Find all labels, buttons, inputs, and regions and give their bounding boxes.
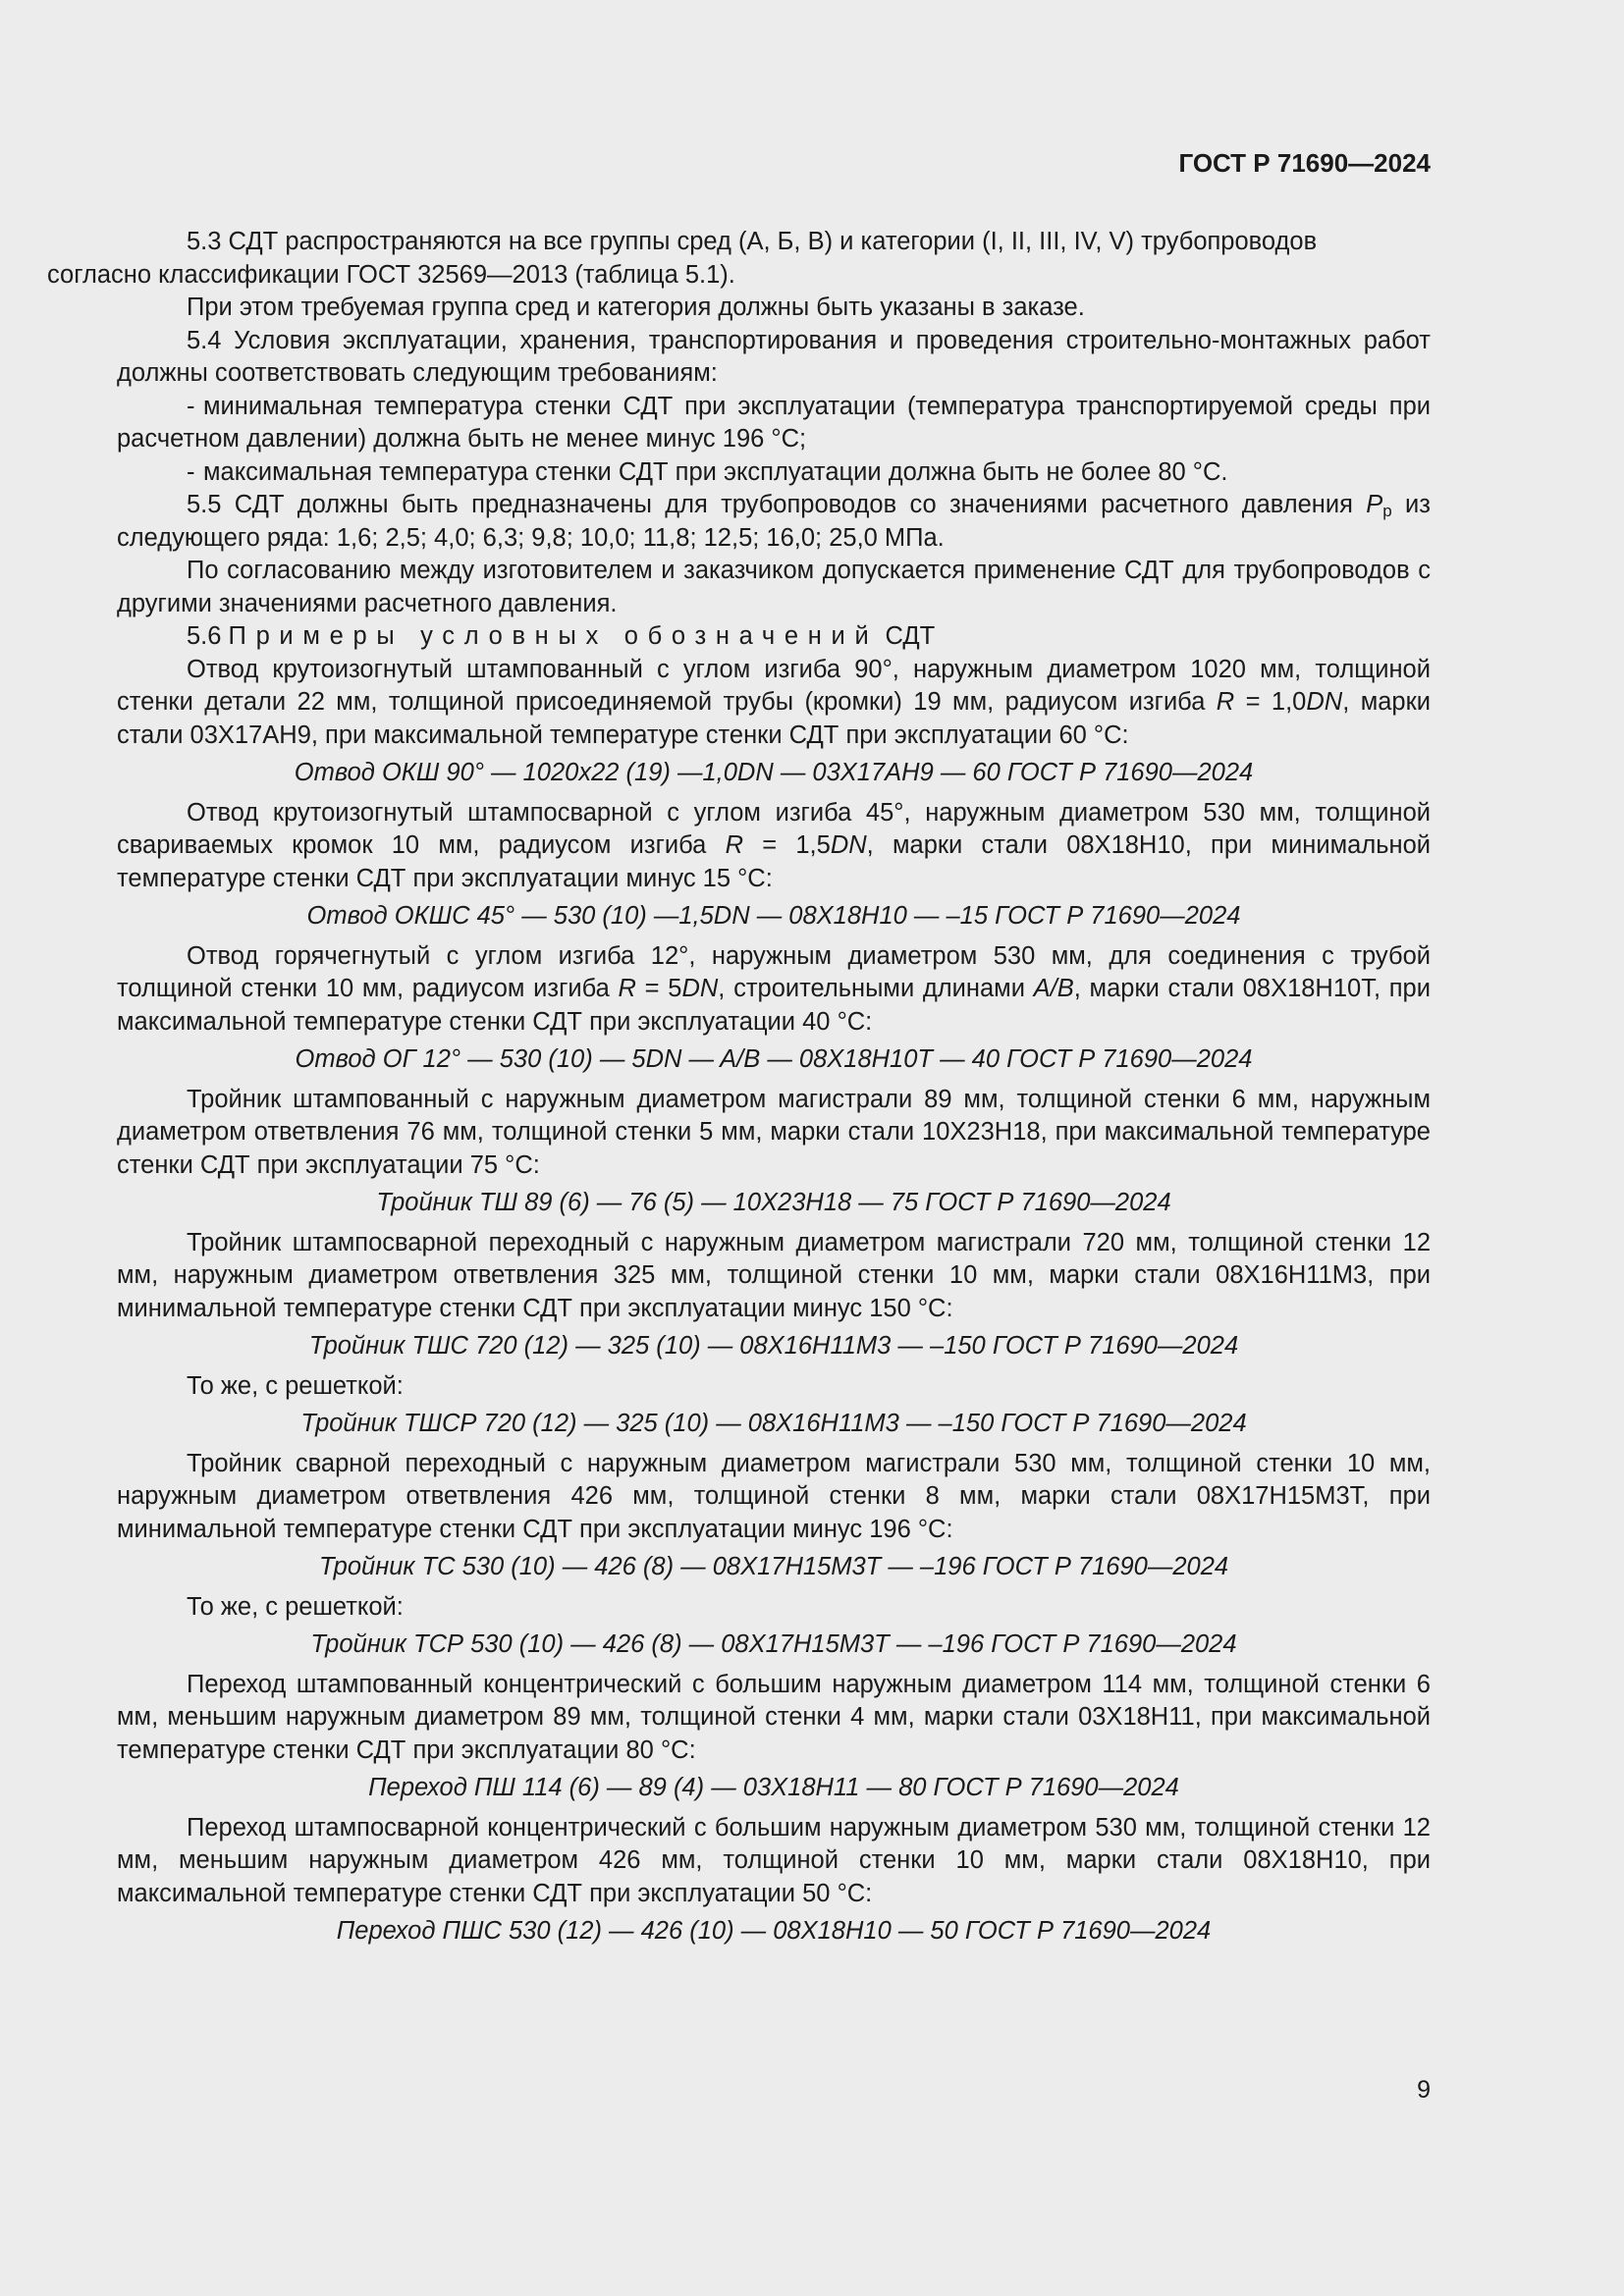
italic-dn: DN xyxy=(1306,688,1343,716)
clause-5-3-line2: согласно классификации ГОСТ 32569—2013 (таблица 5.1). xyxy=(47,260,735,289)
clause-5-3 xyxy=(47,226,1431,292)
text-run: , марки стали 08Х18Н10, при минимальной температуре стенки СДТ при эксплуатации минус 15 °С: xyxy=(117,831,1431,892)
bullet-item xyxy=(117,456,1431,490)
page-number: 9 xyxy=(1417,2076,1431,2104)
italic-r: R xyxy=(1216,688,1235,716)
text-run: , марки стали 08Х18Н10Т, при максимальной температуре стенки СДТ при эксплуатации 40 °С: xyxy=(117,975,1431,1036)
symbol-p: P xyxy=(1366,491,1383,518)
bullet-text: минимальная температура стенки СДТ при эксплуатации (температура транспортируемой среды при расчетном давлении) должна быть не менее минус 196 °С; xyxy=(117,392,1431,453)
example-paragraph: Переход штампосварной концентрический с большим наружным диаметром 530 мм, толщиной стенки 12 мм, меньшим наружным диаметром 426 мм, толщиной стенки 10 мм, марки стали 08Х18Н10, при максимальной температуре стенки СДТ при эксплуатации 50 °С: xyxy=(117,1813,1431,1907)
clause-5-5 xyxy=(117,489,1431,555)
heading-tail: СДТ xyxy=(885,622,936,650)
italic-ab: A/B xyxy=(1033,975,1074,1002)
designation-formula: Отвод ОГ 12° — 530 (10) — 5DN — A/B — 08Х18Н10Т — 40 ГОСТ Р 71690—2024 xyxy=(295,1045,1253,1073)
text-run: = 1,5 xyxy=(742,831,831,859)
text-run: Отвод крутоизогнутый штампованный с углом изгиба 90°, наружным диаметром 1020 мм, толщиной стенки детали 22 мм, толщиной присоединяемой трубы (кромки) 19 мм, радиусом изгиба xyxy=(117,655,1431,716)
italic-r: R xyxy=(725,831,743,859)
bullet-item xyxy=(117,391,1431,456)
bullet-dash: - xyxy=(187,457,195,486)
text-run: Отвод крутоизогнутый штампосварной с углом изгиба 45°, наружным диаметром 530 мм, толщиной свариваемых кромок 10 мм, радиусом изгиба xyxy=(117,798,1431,859)
designation-formula: Отвод ОКШС 45° — 530 (10) —1,5DN — 08Х18Н10 — –15 ГОСТ Р 71690—2024 xyxy=(306,902,1241,930)
same-with-grid: То же, с решеткой: xyxy=(187,1592,404,1621)
italic-r: R xyxy=(618,975,636,1002)
text-run: , марки стали 03Х17АН9, при максимальной температуре стенки СДТ при эксплуатации 60 °С: xyxy=(117,688,1432,749)
text-run: из следующего ряда: 1,6; 2,5; 4,0; 6,3; 9,8; 10,0; 11,8; 12,5; 16,0; 25,0 МПа. xyxy=(117,491,1431,552)
document-header: ГОСТ Р 71690—2024 xyxy=(1178,148,1431,178)
text-run: = 1,0 xyxy=(1234,688,1307,716)
example-paragraph: Тройник штампосварной переходный с наружным диаметром магистрали 720 мм, толщиной стенки 12 мм, наружным диаметром ответвления 325 мм, толщиной стенки 10 мм, марки стали 08Х16Н11М3, при минимальной температуре стенки СДТ при эксплуатации минус 150 °С: xyxy=(117,1228,1431,1322)
text-run: = 5 xyxy=(635,975,682,1002)
text-run: , строительными длинами xyxy=(718,975,1034,1002)
text-run: 5.5 СДТ должны быть предназначены для трубопроводов со значениями расчетного давления xyxy=(187,491,1367,518)
example-paragraph xyxy=(117,940,1431,1040)
designation-formula: Переход ПШС 530 (12) — 426 (10) — 08Х18Н10 — 50 ГОСТ Р 71690—2024 xyxy=(336,1917,1212,1945)
example-paragraph: Переход штампованный концентрический с большим наружным диаметром 114 мм, толщиной стенки 6 мм, меньшим наружным диаметром 89 мм, толщиной стенки 4 мм, марки стали 03Х18Н11, при максимальной температуре стенки СДТ при эксплуатации 80 °С: xyxy=(117,1670,1431,1764)
clause-5-3-line1: 5.3 СДТ распространяются на все группы сред (А, Б, В) и категории (I, II, III, IV, V) трубопроводов xyxy=(187,228,1318,255)
bullet-text: максимальная температура стенки СДТ при эксплуатации должна быть не более 80 °С. xyxy=(203,457,1228,486)
designation-formula: Тройник ТШС 720 (12) — 325 (10) — 08Х16Н11М3 — –150 ГОСТ Р 71690—2024 xyxy=(308,1332,1239,1360)
designation-formula: Тройник ТШ 89 (6) — 76 (5) — 10Х23Н18 — 75 ГОСТ Р 71690—2024 xyxy=(376,1189,1171,1216)
example-paragraph: Тройник штампованный с наружным диаметром магистрали 89 мм, толщиной стенки 6 мм, наружным диаметром ответвления 76 мм, толщиной стенки 5 мм, марки стали 10Х23Н18, при максимальной температуре стенки СДТ при эксплуатации 75 °С: xyxy=(117,1085,1431,1179)
clause-5-3-note: При этом требуемая группа сред и категория должны быть указаны в заказе. xyxy=(187,294,1085,321)
clause-5-5-note: По согласованию между изготовителем и заказчиком допускается применение СДТ для трубопроводов с другими значениями расчетного давления. xyxy=(117,557,1431,617)
example-paragraph xyxy=(117,654,1431,753)
spaced-heading: Примеры условных обозначений xyxy=(228,622,879,650)
designation-formula: Тройник ТС 530 (10) — 426 (8) — 08Х17Н15М3Т — –196 ГОСТ Р 71690—2024 xyxy=(318,1553,1229,1580)
subscript-p: р xyxy=(1382,502,1392,520)
same-with-grid: То же, с решеткой: xyxy=(187,1371,404,1400)
clause-5-4: 5.4 Условия эксплуатации, хранения, транспортирования и проведения строительно-монтажных работ должны соответствовать следующим требованиям: xyxy=(117,326,1431,387)
document-body xyxy=(47,226,1432,1955)
clause-5-6-heading xyxy=(117,620,1431,654)
designation-formula: Тройник ТСР 530 (10) — 426 (8) — 08Х17Н15М3Т — –196 ГОСТ Р 71690—2024 xyxy=(310,1630,1237,1658)
bullet-dash: - xyxy=(187,392,195,420)
italic-dn: DN xyxy=(681,975,719,1002)
text-run: Отвод горячегнутый с углом изгиба 12°, наружным диаметром 530 мм, для соединения с трубой толщиной стенки 10 мм, радиусом изгиба xyxy=(117,941,1431,1002)
example-paragraph: Тройник сварной переходный с наружным диаметром магистрали 530 мм, толщиной стенки 10 мм, наружным диаметром ответвления 426 мм, толщиной стенки 8 мм, марки стали 08Х17Н15М3Т, при минимальной температуре стенки СДТ при эксплуатации минус 196 °С: xyxy=(117,1449,1431,1543)
example-paragraph xyxy=(117,797,1431,896)
italic-dn: DN xyxy=(830,831,867,859)
designation-formula: Тройник ТШСР 720 (12) — 325 (10) — 08Х16Н11М3 — –150 ГОСТ Р 71690—2024 xyxy=(300,1410,1247,1437)
designation-formula: Отвод ОКШ 90° — 1020х22 (19) —1,0DN — 03Х17АН9 — 60 ГОСТ Р 71690—2024 xyxy=(294,759,1254,786)
clause-number: 5.6 xyxy=(187,622,222,650)
designation-formula: Переход ПШ 114 (6) — 89 (4) — 03Х18Н11 — 80 ГОСТ Р 71690—2024 xyxy=(368,1774,1179,1801)
